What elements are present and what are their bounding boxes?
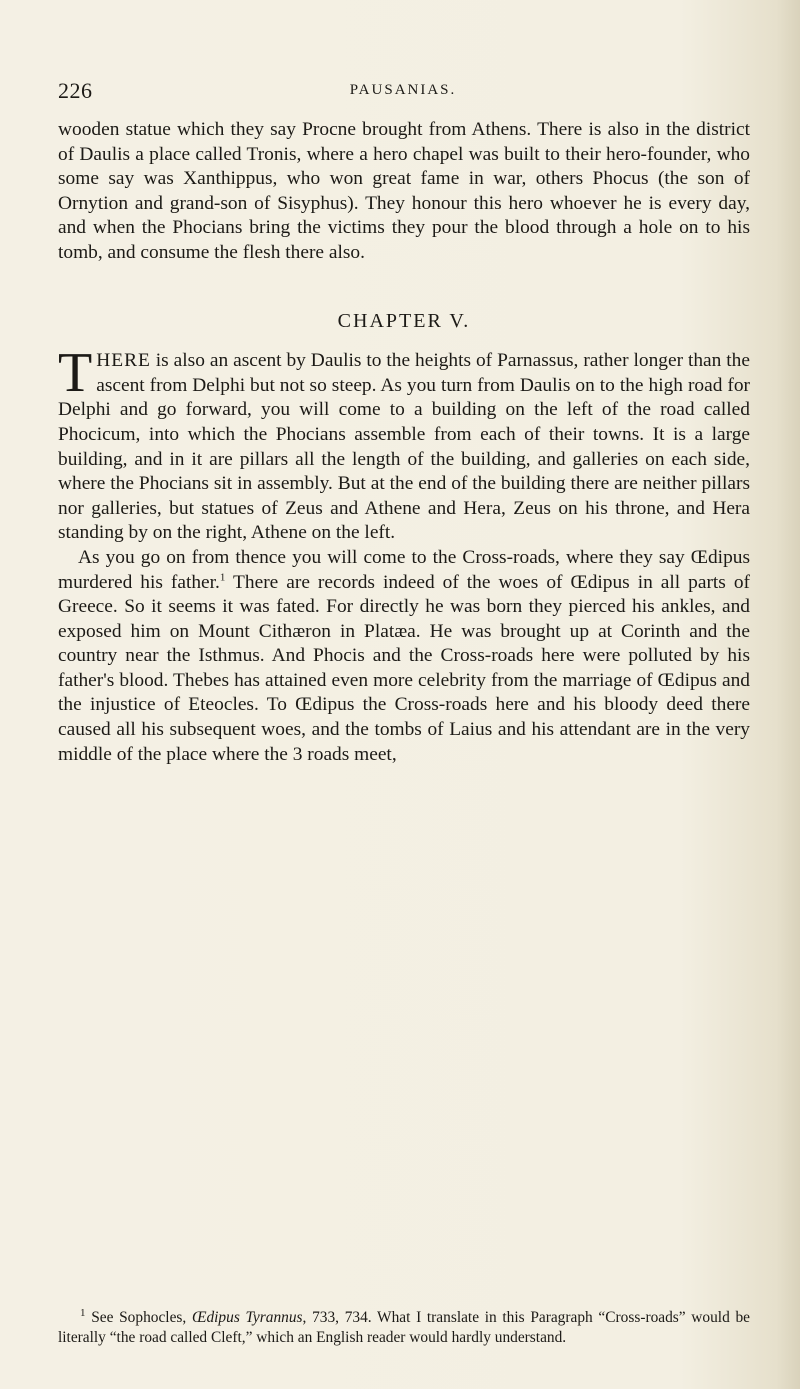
chapter-opening-paragraph	[58, 342, 750, 546]
footnote-mark: 1	[80, 1306, 86, 1319]
opening-paragraph-text: is also an ascent by Daulis to the heights of Parnassus, rather longer than the ascent from Delphi but not so steep. As you turn from Daulis on to the high road for Delphi and go forward, you will come to a building on the left of the road called Phocicum, into which the Phocians assemble from each of their towns. It is a large building, and in it are pillars all the length of the building, and galleries on each side, where the Phocians sit in assembly. But at the end of the building there are neither pillars nor galleries, but statues of Zeus and Athene and Hera, Zeus on his throne, and Hera standing by on the right, Athene on the left.	[58, 350, 750, 544]
page-number: 226	[58, 78, 93, 103]
footnote	[58, 1308, 750, 1347]
footnote-pre: See Sophocles,	[85, 1309, 192, 1326]
opening-small-caps: HERE	[96, 350, 151, 372]
footnote-post: , 733, 734. What I translate in this Paragraph “Cross-roads” would be literally “the road called Cleft,” which an English reader would hardly understand.	[58, 1309, 751, 1346]
footnote-text	[58, 1308, 750, 1347]
body-text	[58, 118, 750, 767]
chapter-title: CHAPTER V.	[337, 309, 471, 332]
cross-roads-paragraph	[58, 546, 750, 767]
drop-cap: T	[58, 342, 93, 405]
footnote-work-title: Œdipus Tyrannus	[191, 1309, 303, 1326]
footnote-reference[interactable]: 1	[219, 571, 226, 584]
paragraph-text-a: As you go on from thence you will come to the Cross-roads, where they say Œdipus murdered his father.	[58, 546, 750, 593]
running-head: PAUSANIAS.	[349, 82, 457, 98]
paragraph-text-b: There are records indeed of the woes of Œdipus in all parts of Greece. So it seems it was fated. For directly he was born they pierced his ankles, and exposed him on Mount Cithæron in Platæa. He was brought up at Corinth and the country near the Isthmus. And Phocis and the Cross-roads here were polluted by his father's blood. Thebes has attained even more celebrity from the marriage of Œdipus and the injustice of Eteocles. To Œdipus the Cross-roads here and his bloody deed there caused all his subsequent woes, and the tombs of Laius and his attendant are in the very middle of the place where the 3 roads meet,	[58, 571, 751, 765]
continued-paragraph: wooden statue which they say Procne brought from Athens. There is also in the district of Daulis a place called Tronis, where a hero chapel was built to their hero-founder, who some say was Xanthippus, who won great fame in war, others Phocus (the son of Ornytion and grand-son of Sisyphus). They honour this hero whoever he is every day, and when the Phocians bring the victims they pour the blood through a hole on to his tomb, and consume the flesh there also.	[58, 119, 750, 263]
page-header	[58, 78, 748, 108]
